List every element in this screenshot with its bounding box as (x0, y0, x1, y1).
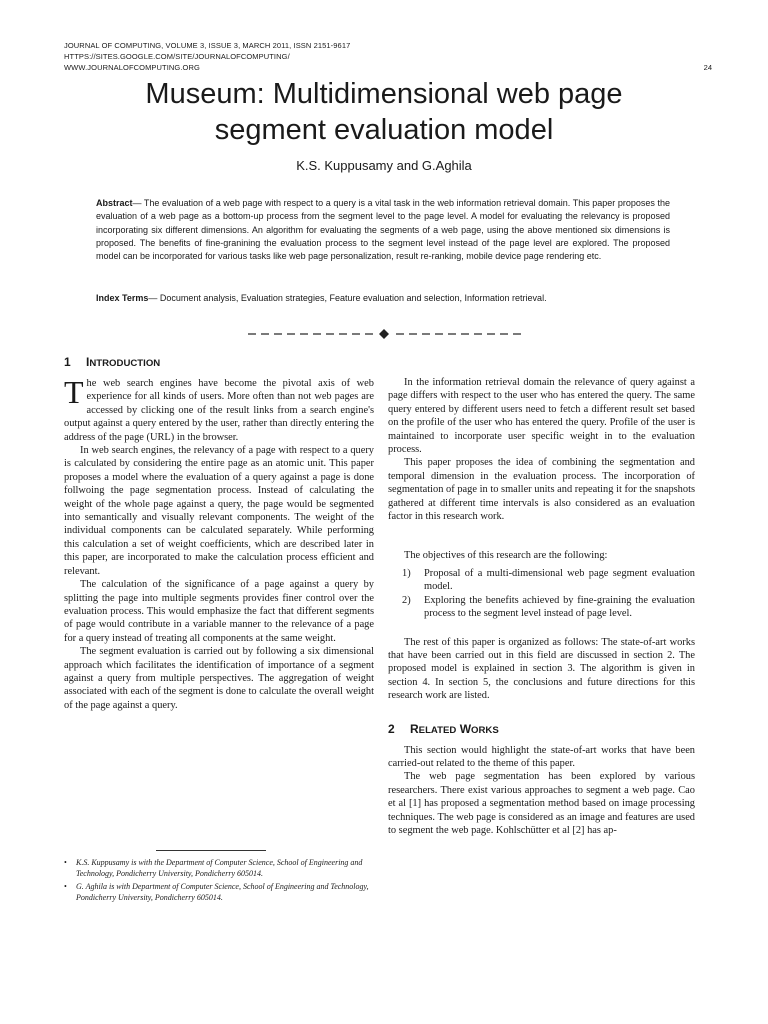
footnote-text: K.S. Kuppusamy is with the Department of Computer Science, School of Engineering and Technology, Pondicherry University, Pondicherry 605014. (76, 858, 363, 878)
journal-header (64, 40, 704, 73)
section-title-rest: NTRODUCTION (89, 358, 161, 369)
section-title-first-letter: W (459, 721, 472, 736)
left-column (64, 354, 374, 712)
footnote-item (64, 857, 374, 879)
footnotes (64, 857, 374, 905)
intro-paragraph-4: The segment evaluation is carried out by following a six dimensional approach which facilitates the identification of importance of a segment against a query from multiple perspectives. The aggregation of weight associated with each of the segment is done to calculate the overall weight of the page against a query. (64, 646, 374, 711)
abstract-dash: — (132, 198, 142, 208)
intro-first-paragraph-wrap (64, 374, 374, 444)
abstract (96, 197, 670, 263)
list-item-text: Proposal of a multi-dimensional web page segment evaluation model. (424, 567, 695, 593)
list-marker: 2) (402, 594, 411, 606)
related-paragraph-1: This section would highlight the state-of-art works that have been carried-out related to the theme of this paper. (388, 744, 695, 769)
abstract-text: The evaluation of a web page with respect to a query is a vital task in the web information retrieval domain. This paper proposes the evaluation of a web page as a bottom-up process from the segment level to the page level. A model for evaluating the relevancy is proposed incorporating six different dimensions. An algorithm for evaluating the segments of a web page, using the above mentioned six dimensions is proposed. The benefits of fine-granining the evaluation process to the segment level instead of the page level are explored. The proposed model can be incorporated for various tasks like web page personalization, result re-ranking, mobile device page rendering etc. (96, 198, 670, 262)
section-title-first-letter: R (410, 721, 419, 736)
section-number: 1 (64, 355, 71, 369)
list-item-text: Exploring the benefits achieved by fine-graining the evaluation process to the segment level instead of page level. (424, 594, 695, 620)
paper-title (64, 76, 704, 148)
section-title-first-letter: I (86, 355, 90, 369)
journal-header-website: WWW.JOURNALOFCOMPUTING.ORG (64, 63, 200, 72)
right-paragraph-1: In the information retrieval domain the relevance of query against a page differs with respect to the user who has entered the query. The same query entered by different users need to fetch a different result set based on the profile of the user who has entered the query. Profile of the user is maintained to incorporate user specific weight in to the evaluation process. (388, 377, 695, 456)
index-terms-label: Index Terms (96, 293, 149, 303)
section-number: 2 (388, 721, 395, 736)
abstract-label: Abstract (96, 198, 133, 208)
section-divider (246, 326, 522, 342)
footnote-rule (156, 850, 266, 851)
list-item (402, 594, 695, 621)
journal-header-line: JOURNAL OF COMPUTING, VOLUME 3, ISSUE 3, MARCH 2011, ISSN 2151-9617 (64, 41, 351, 50)
drop-cap: T (64, 374, 84, 410)
intro-paragraph-3: The calculation of the significance of a page against a query by splitting the page into multiple segments provides finer control over the evaluation process. This would emphasize the fact that different segments of page would contribute in a variable manner to the relevance of a page for a query instead of treating all components at the same weight. (64, 579, 374, 644)
footnote-text: G. Aghila is with Department of Computer Science, School of Engineering and Technology, Pondicherry University, Pondicherry 605014. (76, 882, 369, 902)
footnote-item (64, 881, 374, 903)
list-marker: 1) (402, 567, 411, 579)
right-paragraph-2: This paper proposes the idea of combining the segmentation and temporal dimension in the evaluation process. The incorporation of segmentation of page in to smaller units and repeating it for the snapshots gathered at different time intervals is also considered as an evaluation factor in this research work. (388, 457, 695, 523)
footnote-bullet: • (64, 858, 67, 867)
section-title-rest: ORKS (471, 724, 499, 736)
paper-title-line-1: Museum: Multidimensional web page (145, 78, 623, 110)
authors: K.S. Kuppusamy and G.Aghila (296, 158, 472, 173)
right-column (388, 376, 695, 837)
paragraph-gap (388, 703, 695, 721)
page-number: 24 (703, 63, 712, 72)
paper-title-line-2: segment evaluation model (214, 114, 554, 146)
paragraph-gap (388, 621, 695, 636)
intro-paragraph-2: In web search engines, the relevancy of a page with respect to a query is calculated by considering the entire page as an atomic unit. This paper proposes a model where the evaluation of a query against a page is done follwoing the page segmentation process. Instead of calculating the weight of the whole page against a query, the page would be segmented into semantically and visually relevant components. The weight of the individual components can be calculated separately. While performing this calculation a set of weight coefficients, which are described later in this paper, are incorporated to make the calculation process efficient and relevant. (64, 445, 374, 577)
objectives-list (388, 567, 695, 621)
right-paragraph-3: The rest of this paper is organized as follows: The state-of-art works that have been carried out in this field are discussed in section 2. The proposed model is explained in section 3. The algorithm is given in section 4. In section 5, the conclusions and future directions for this research work are listed. (388, 636, 695, 702)
index-terms-text: Document analysis, Evaluation strategies, Feature evaluation and selection, Information retrieval. (157, 293, 547, 303)
intro-paragraph-1: he web search engines have become the pivotal axis of web experience for all kinds of users. More often than not web pages are accessed by clicking one of the result links from a search engine's output against a query entered by the user, rather than directly entering the address of the page (URL) in the browser. (64, 378, 374, 443)
footnote-bullet: • (64, 882, 67, 891)
paragraph-gap (388, 523, 695, 549)
related-paragraph-2: The web page segmentation has been explored by various researchers. There exist various approaches to segment a web page. Cao et al [1] has proposed a segmentation method based on image processing techniques. The web page is considered as an image and features are used to segment the web page. Kohlschütter et al [2] has ap- (388, 771, 695, 836)
objectives-intro: The objectives of this research are the following: (404, 550, 608, 562)
index-terms (96, 292, 670, 305)
diamond-icon (379, 329, 389, 339)
section-heading-related-works (388, 721, 695, 739)
journal-header-url: HTTPS://SITES.GOOGLE.COM/SITE/JOURNALOFCOMPUTING/ (64, 52, 290, 61)
section-heading-introduction (64, 354, 374, 372)
section-title-rest: ELATED (418, 724, 457, 736)
list-item (402, 567, 695, 594)
index-terms-dash: — (148, 293, 158, 303)
